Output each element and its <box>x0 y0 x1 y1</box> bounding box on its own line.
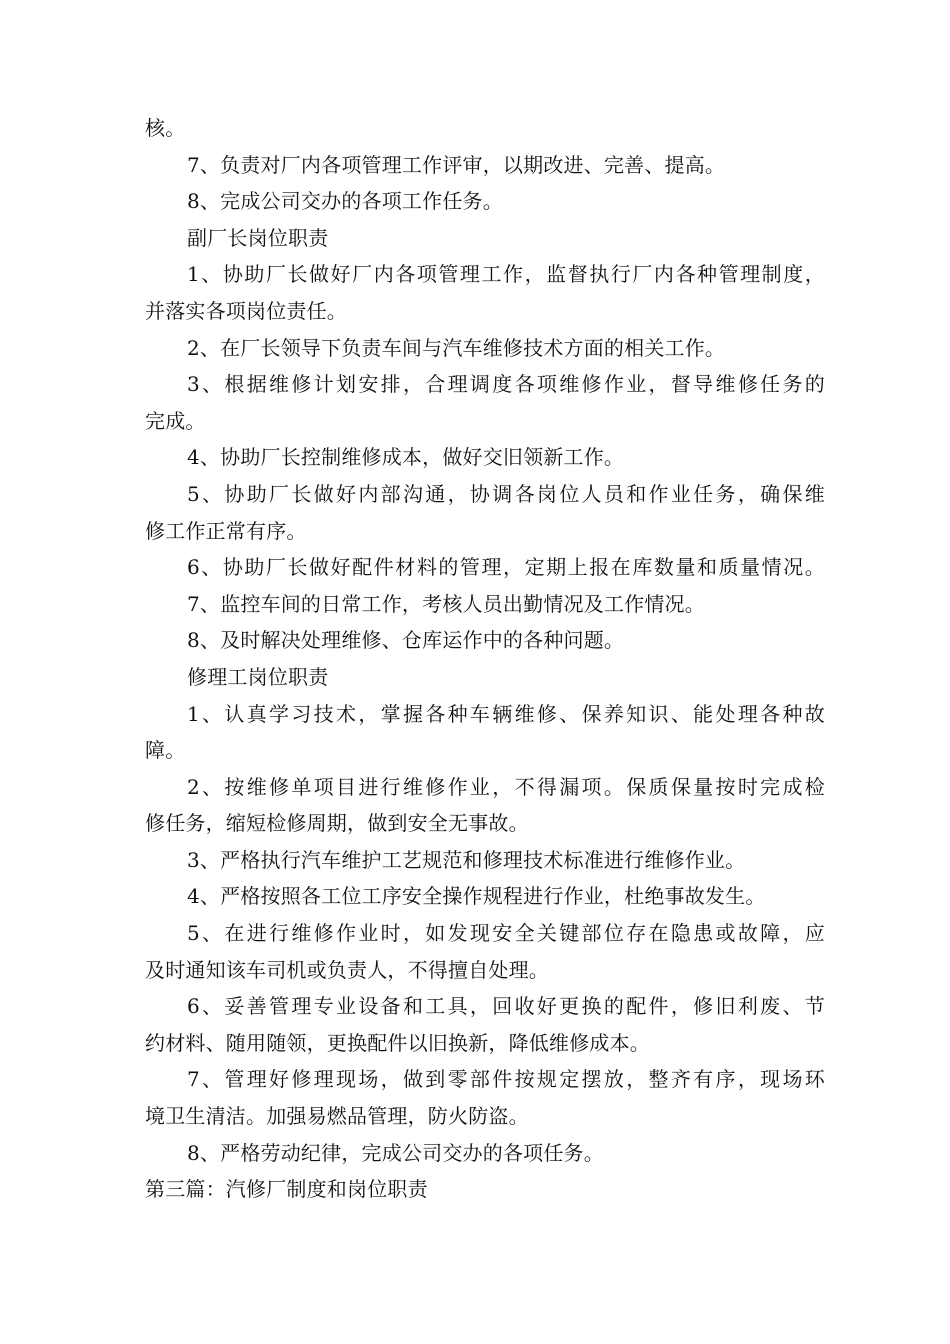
text-line: 完成。 <box>145 408 206 433</box>
text-line: 第三篇：汽修厂制度和岗位职责 <box>145 1177 428 1202</box>
text-line: 修理工岗位职责 <box>187 664 329 689</box>
text-line: 境卫生清洁。加强易燃品管理，防火防盗。 <box>145 1104 529 1129</box>
text-line: 1、协助厂长做好厂内各项管理工作，监督执行厂内各种管理制度， <box>187 262 825 287</box>
text-line: 2、在厂长领导下负责车间与汽车维修技术方面的相关工作。 <box>187 335 726 360</box>
text-line: 6、妥善管理专业设备和工具，回收好更换的配件，修旧利废、节 <box>187 994 825 1019</box>
text-line: 5、在进行维修作业时，如发现安全关键部位存在隐患或故障，应 <box>187 921 825 946</box>
text-line: 及时通知该车司机或负责人，不得擅自处理。 <box>145 957 549 982</box>
document-body <box>145 110 825 1208</box>
text-line: 7、监控车间的日常工作，考核人员出勤情况及工作情况。 <box>187 591 705 616</box>
text-line: 8、完成公司交办的各项工作任务。 <box>187 189 503 214</box>
text-line: 5、协助厂长做好内部沟通，协调各岗位人员和作业任务，确保维 <box>187 481 825 506</box>
text-line: 3、严格执行汽车维护工艺规范和修理技术标准进行维修作业。 <box>187 847 746 872</box>
text-line: 核。 <box>145 116 186 140</box>
text-line: 8、及时解决处理维修、仓库运作中的各种问题。 <box>187 628 625 653</box>
text-line: 约材料、随用随领，更换配件以旧换新，降低维修成本。 <box>145 1030 650 1055</box>
text-line: 4、严格按照各工位工序安全操作规程进行作业，杜绝事故发生。 <box>187 884 766 909</box>
text-line: 2、按维修单项目进行维修作业，不得漏项。保质保量按时完成检 <box>187 774 825 799</box>
text-line: 3、根据维修计划安排，合理调度各项维修作业，督导维修任务的 <box>187 372 825 397</box>
text-line: 6、协助厂长做好配件材料的管理，定期上报在库数量和质量情况。 <box>187 555 825 580</box>
text-line: 并落实各项岗位责任。 <box>145 298 347 323</box>
text-line: 4、协助厂长控制维修成本，做好交旧领新工作。 <box>187 445 625 470</box>
text-line: 修工作正常有序。 <box>145 518 307 543</box>
text-line: 1、认真学习技术，掌握各种车辆维修、保养知识、能处理各种故 <box>187 701 825 726</box>
text-line: 副厂长岗位职责 <box>187 225 329 250</box>
text-line: 7、负责对厂内各项管理工作评审，以期改进、完善、提高。 <box>187 152 726 177</box>
text-line: 7、管理好修理现场，做到零部件按规定摆放，整齐有序，现场环 <box>187 1067 825 1092</box>
text-line: 障。 <box>145 738 186 763</box>
text-line: 修任务，缩短检修周期，做到安全无事故。 <box>145 811 529 836</box>
text-line: 8、严格劳动纪律，完成公司交办的各项任务。 <box>187 1140 604 1165</box>
